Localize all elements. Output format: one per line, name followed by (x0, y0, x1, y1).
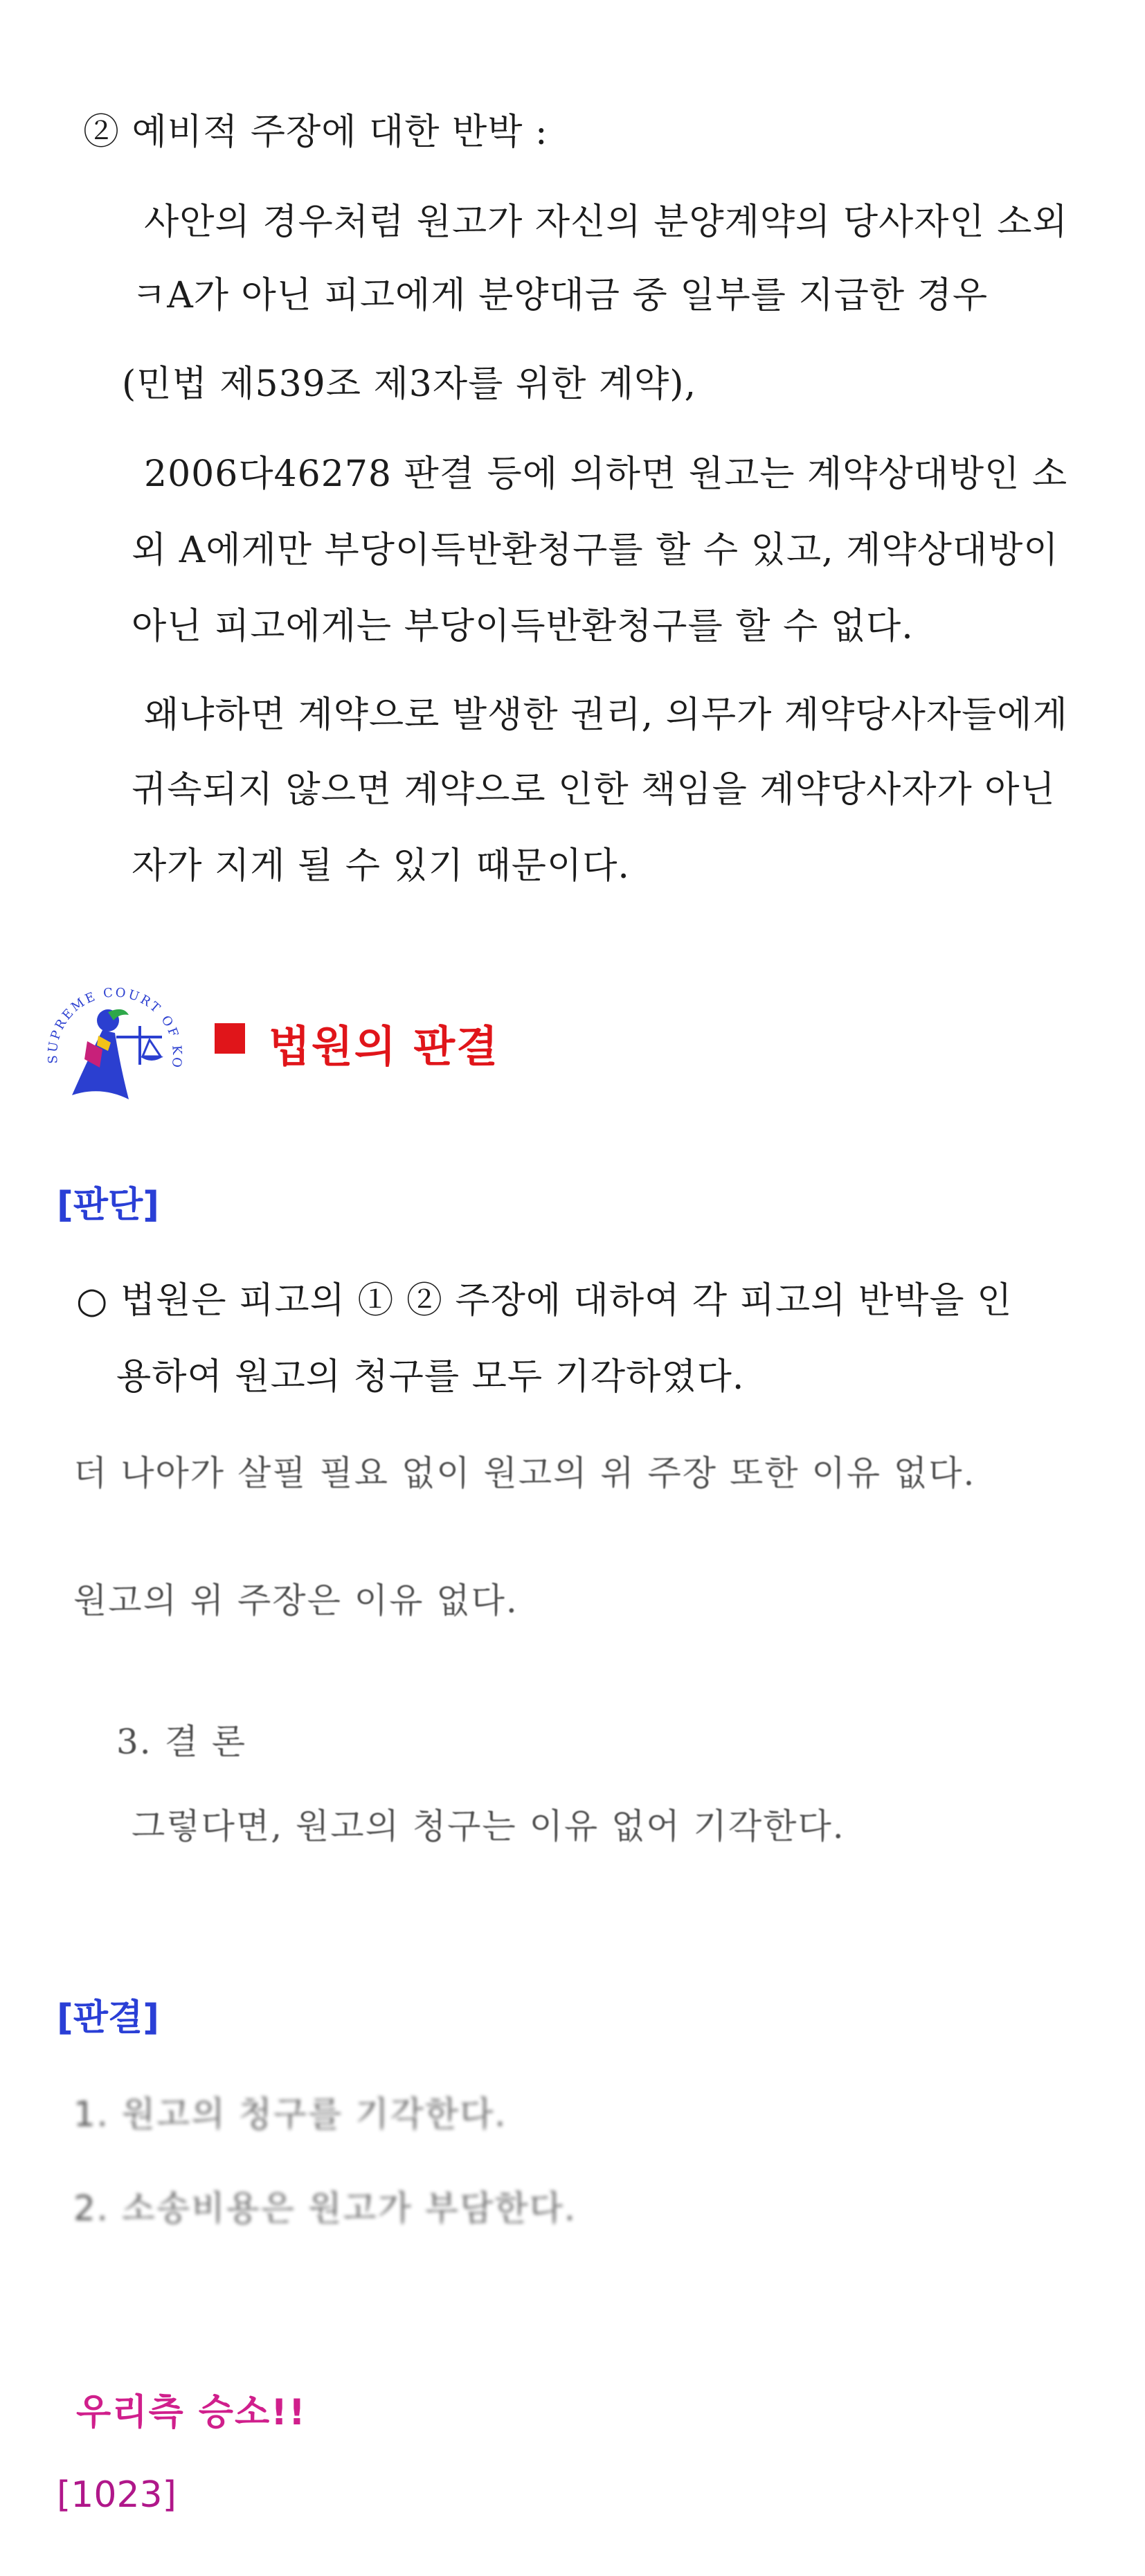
scanned-excerpt-line: 더 나아가 살필 필요 없이 원고의 위 주장 또한 이유 없다. (73, 1453, 976, 1493)
argument-line: 외 A에게만 부당이득반환청구를 할 수 있고, 계약상대방이 (132, 530, 1059, 571)
ruling-item: 2. 소송비용은 원고가 부담한다. (73, 2188, 577, 2228)
argument-title: ② 예비적 주장에 대한 반박 : (83, 111, 548, 153)
ruling-item: 1. 원고의 청구를 기각한다. (73, 2094, 507, 2134)
argument-line: 왜냐하면 계약으로 발생한 권리, 의무가 계약당사자들에게 (144, 694, 1068, 736)
argument-line: ㅋA가 아닌 피고에게 분양대금 중 일부를 지급한 경우 (132, 275, 989, 316)
heading-marker (215, 1023, 245, 1054)
argument-line: 귀속되지 않으면 계약으로 인한 책임을 계약당사자가 아닌 (132, 769, 1056, 811)
court-judgment-heading: 법원의 판결 (269, 1021, 500, 1072)
judgment-label: [판단] (57, 1185, 159, 1226)
scanned-excerpt-line: 3. 결 론 (116, 1722, 247, 1762)
supreme-court-logo (39, 964, 191, 1116)
argument-line: 사안의 경우처럼 원고가 자신의 분양계약의 당사자인 소외 (144, 201, 1068, 243)
judgment-summary-line: ○ 법원은 피고의 ① ② 주장에 대하여 각 피고의 반박을 인 (76, 1280, 1013, 1322)
judgment-summary-line: 용하여 원고의 청구를 모두 기각하였다. (116, 1356, 745, 1398)
case-code: [1023] (57, 2474, 177, 2516)
argument-line: 2006다46278 판결 등에 의하면 원고는 계약상대방인 소 (144, 453, 1068, 495)
logo-text: SUPREME COURT OF KO (45, 985, 185, 1071)
argument-line: 자가 지게 될 수 있기 때문이다. (132, 845, 630, 887)
argument-line: (민법 제539조 제3자를 위한 계약), (122, 363, 697, 405)
scanned-excerpt-line: 원고의 위 주장은 이유 없다. (73, 1580, 519, 1621)
argument-line: 아닌 피고에게는 부당이득반환청구를 할 수 없다. (132, 606, 914, 647)
result-text: 우리측 승소!! (76, 2392, 307, 2433)
scanned-excerpt-line: 그렇다면, 원고의 청구는 이유 없어 기각한다. (132, 1806, 845, 1846)
ruling-label: [판결] (57, 1997, 159, 2039)
